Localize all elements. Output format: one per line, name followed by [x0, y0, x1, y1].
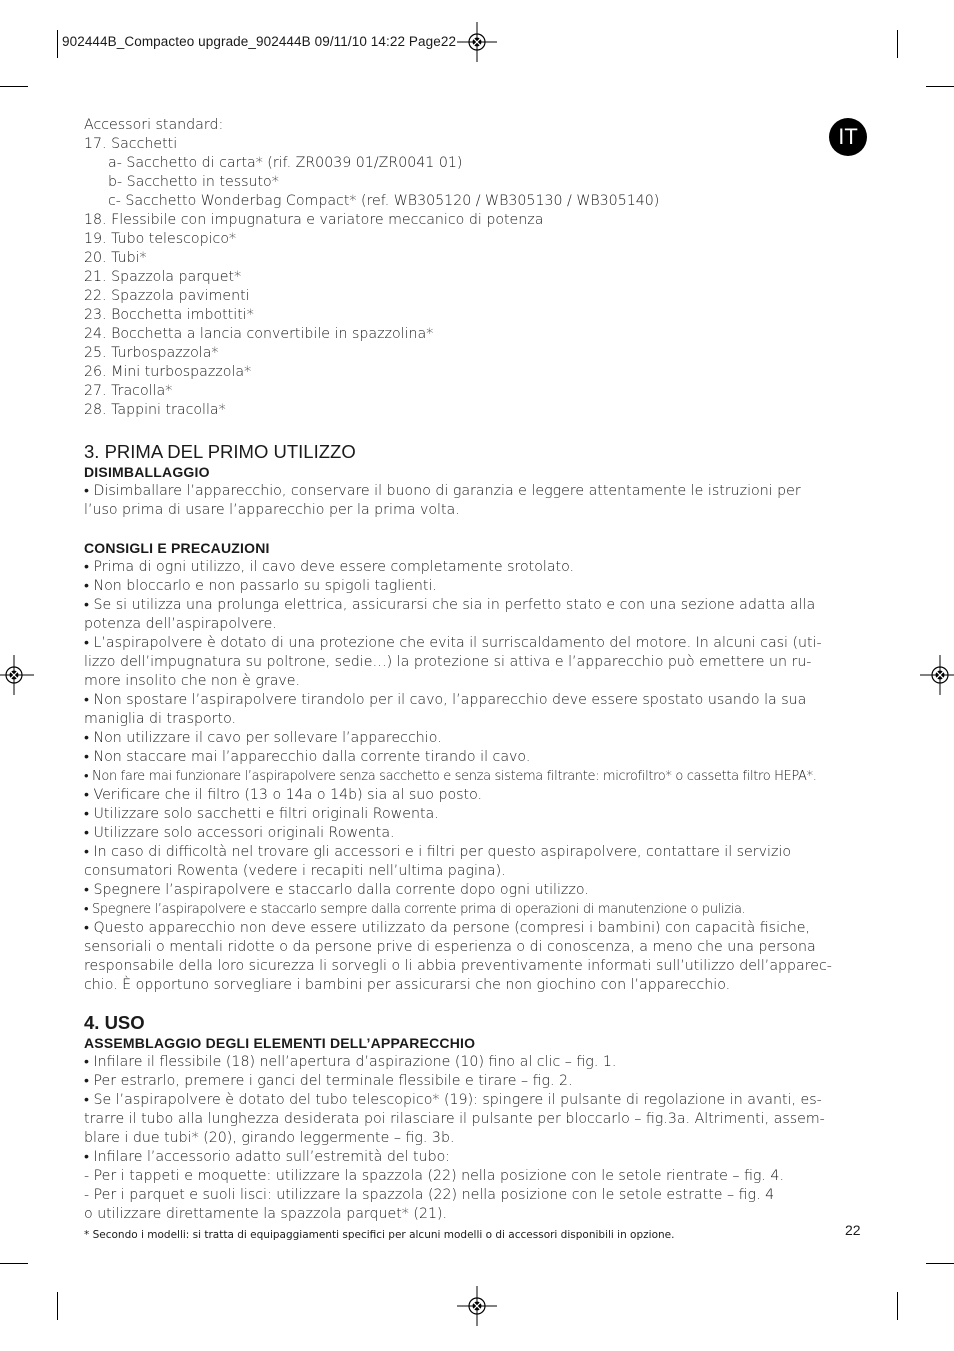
crop-mark-bottom-right-h — [926, 1263, 954, 1264]
paragraph-line: • Utilizzare solo sacchetti e filtri originali Rowenta. — [84, 806, 439, 822]
accessory-item: 17. Sacchetti — [84, 136, 178, 152]
paragraph-line: maniglia di trasporto. — [84, 711, 237, 727]
section-4 — [84, 1012, 874, 1224]
paragraph-line: • Spegnere l’aspirapolvere e staccarlo sempre dalla corrente prima di operazioni di manutenzione o pulizia. — [84, 902, 746, 917]
paragraph-line: trarre il tubo alla lunghezza desiderata poi rilasciare il pulsante per bloccarlo – fig.3a. Altrimenti, assem- — [84, 1111, 825, 1127]
crop-mark-top-left-v — [57, 30, 58, 58]
crop-mark-bottom-right-v — [897, 1292, 898, 1320]
paragraph-line: • Non bloccarlo e non passarlo su spigoli taglienti. — [84, 578, 437, 594]
paragraph-line: blare i due tubi* (20), girando leggermente – fig. 3b. — [84, 1130, 455, 1146]
paragraph-line: • Prima di ogni utilizzo, il cavo deve essere completamente srotolato. — [84, 559, 575, 575]
accessory-subitem: a- Sacchetto di carta* (rif. ZR0039 01/ZR0041 01) — [108, 155, 463, 171]
section-4-title: 4. USO — [84, 1012, 145, 1033]
registration-mark-top-icon — [457, 22, 497, 62]
footnote: * Secondo i modelli: si tratta di equipaggiamenti specifici per alcuni modelli o di accessori disponibili in opzione. — [84, 1229, 675, 1241]
accessory-item: 20. Tubi* — [84, 250, 147, 266]
crop-mark-bottom-left-v — [57, 1292, 58, 1320]
paragraph-line: • Non utilizzare il cavo per sollevare l’apparecchio. — [84, 730, 442, 746]
crop-mark-bottom-left-h — [0, 1263, 28, 1264]
paragraph-line: • Disimballare l’apparecchio, conservare il buono di garanzia e leggere attentamente le istruzioni per — [84, 483, 801, 499]
paragraph-line: chio. È opportuno sorvegliare i bambini per assicurarsi che non giochino con l’apparecchio. — [84, 977, 731, 993]
printer-slug: 902444B_Compacteo upgrade_902444B 09/11/10 14:22 Page22 — [62, 34, 457, 49]
paragraph-line: responsabile della loro sicurezza li sorvegli o li abbia preventivamente informati sull’utilizzo dell’apparec- — [84, 958, 832, 974]
paragraph-line: - Per i tappeti e moquette: utilizzare la spazzola (22) nella posizione con le setole rientrate – fig. 4. — [84, 1168, 784, 1184]
accessory-item: 22. Spazzola pavimenti — [84, 288, 250, 304]
paragraph-line: • Non fare mai funzionare l’aspirapolvere senza sacchetto e senza sistema filtrante: microfiltro* o cassetta filtro HEPA*. — [84, 769, 817, 784]
paragraph-line: consumatori Rowenta (vedere i recapiti nell’ultima pagina). — [84, 863, 506, 879]
registration-mark-right-icon — [920, 655, 954, 695]
paragraph-line: o utilizzare direttamente la spazzola parquet* (21). — [84, 1206, 448, 1222]
accessory-item: 21. Spazzola parquet* — [84, 269, 242, 285]
paragraph-line: • In caso di difficoltà nel trovare gli accessori e i filtri per questo aspirapolvere, contattare il servizio — [84, 844, 792, 860]
accessory-subitem: c- Sacchetto Wonderbag Compact* (ref. WB305120 / WB305130 / WB305140) — [108, 193, 660, 209]
paragraph-line: more insolito che non è grave. — [84, 673, 301, 689]
section-3 — [84, 441, 874, 995]
accessory-item: 25. Turbospazzola* — [84, 345, 219, 361]
page-content — [84, 116, 874, 1224]
paragraph-line: l’uso prima di usare l’apparecchio per la prima volta. — [84, 502, 460, 518]
paragraph-line: sensoriali o mentali ridotte o da persone prive di esperienza o di conoscenza, a meno che una persona — [84, 939, 816, 955]
paragraph-line: • Spegnere l’aspirapolvere e staccarlo dalla corrente dopo ogni utilizzo. — [84, 882, 589, 898]
paragraph-line: • Non staccare mai l’apparecchio dalla corrente tirando il cavo. — [84, 749, 531, 765]
paragraph-line: • Se l’aspirapolvere è dotato del tubo telescopico* (19): spingere il pulsante di regolazione in avanti, es- — [84, 1092, 822, 1108]
advice-heading: CONSIGLI E PRECAUZIONI — [84, 540, 270, 556]
paragraph-line: • Utilizzare solo accessori originali Rowenta. — [84, 825, 395, 841]
paragraph-line: • Se si utilizza una prolunga elettrica, assicurarsi che sia in perfetto stato e con una sezione adatta alla — [84, 597, 816, 613]
accessory-item: 27. Tracolla* — [84, 383, 173, 399]
page-number: 22 — [845, 1222, 861, 1238]
accessories-list — [84, 116, 874, 420]
paragraph-line: • Verificare che il filtro (13 o 14a o 14b) sia al suo posto. — [84, 787, 483, 803]
paragraph-line: • Questo apparecchio non deve essere utilizzato da persone (compresi i bambini) con capacità fisiche, — [84, 920, 811, 936]
section-3-title: 3. PRIMA DEL PRIMO UTILIZZO — [84, 441, 356, 462]
assembly-heading: ASSEMBLAGGIO DEGLI ELEMENTI DELL’APPARECCHIO — [84, 1035, 476, 1051]
accessory-item: 23. Bocchetta imbottiti* — [84, 307, 254, 323]
crop-mark-top-right-v — [897, 30, 898, 58]
paragraph-line: - Per i parquet e suoli lisci: utilizzare la spazzola (22) nella posizione con le setole estratte – fig. 4 — [84, 1187, 775, 1203]
paragraph-line: • Infilare l’accessorio adatto sull’estremità del tubo: — [84, 1149, 451, 1165]
accessory-item: 26. Mini turbospazzola* — [84, 364, 252, 380]
paragraph-line: • Non spostare l’aspirapolvere tirandolo per il cavo, l’apparecchio deve essere spostato usando la sua — [84, 692, 807, 708]
accessory-item: 24. Bocchetta a lancia convertibile in spazzolina* — [84, 326, 434, 342]
crop-mark-top-left-h — [0, 86, 28, 87]
unpacking-heading: DISIMBALLAGGIO — [84, 464, 210, 480]
accessory-item: 18. Flessibile con impugnatura e variatore meccanico di potenza — [84, 212, 544, 228]
paragraph-line: • Per estrarlo, premere i ganci del terminale flessibile e tirare – fig. 2. — [84, 1073, 573, 1089]
paragraph-line: potenza dell’aspirapolvere. — [84, 616, 277, 632]
paragraph-line: lizzo dell’impugnatura su poltrone, sedie…) la protezione si attiva e l’apparecchio può emettere un ru- — [84, 654, 812, 670]
accessory-item: 19. Tubo telescopico* — [84, 231, 237, 247]
paragraph-line: • Infilare il flessibile (18) nell’apertura d’aspirazione (10) fino al clic – fig. 1. — [84, 1054, 617, 1070]
registration-mark-bottom-icon — [457, 1286, 497, 1326]
crop-mark-top-right-h — [926, 86, 954, 87]
language-badge: IT — [829, 118, 867, 156]
accessory-item: 28. Tappini tracolla* — [84, 402, 226, 418]
paragraph-line: • L’aspirapolvere è dotato di una protezione che evita il surriscaldamento del motore. In alcuni casi (uti- — [84, 635, 822, 651]
accessories-heading: Accessori standard: — [84, 117, 224, 133]
registration-mark-left-icon — [0, 655, 34, 695]
accessory-subitem: b- Sacchetto in tessuto* — [108, 174, 279, 190]
